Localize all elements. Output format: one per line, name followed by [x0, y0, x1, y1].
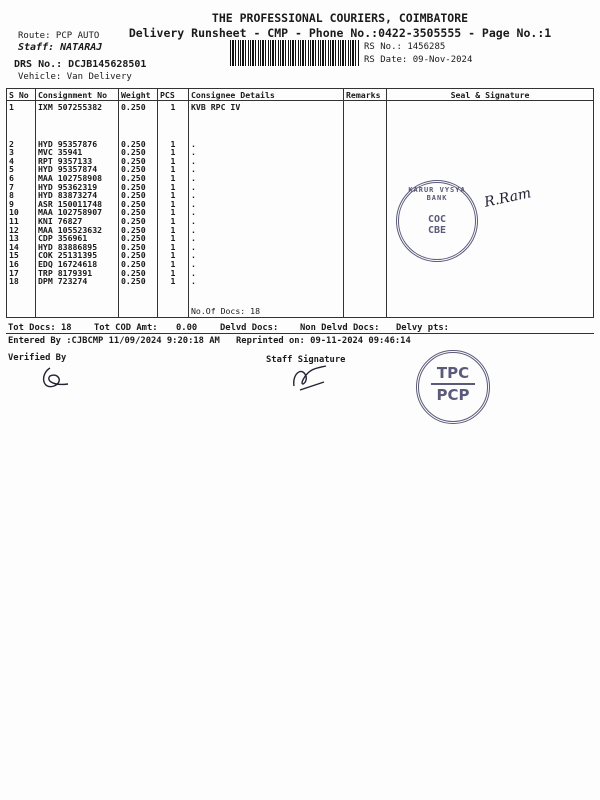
row-details: . [191, 276, 196, 287]
pcs-cell [158, 101, 189, 318]
col-sno: S No [7, 89, 36, 101]
entered-by: Entered By :CJBCMP 11/09/2024 9:20:18 AM [8, 336, 220, 346]
rs-date: RS Date: 09-Nov-2024 [364, 55, 473, 65]
row-cno: IXM 507255382 [38, 102, 103, 112]
row-cno: HYD 83873274 [38, 190, 98, 201]
tot-docs: Tot Docs: 18 [8, 323, 72, 333]
row-wt: 0.250 [121, 250, 146, 261]
row-cno: TRP 8179391 [38, 267, 93, 278]
non-delvd-docs: Non Delvd Docs: [300, 323, 380, 333]
row-cno: ASR 150011748 [38, 198, 103, 209]
delvy-pts: Delvy pts: [396, 323, 449, 333]
row-pcs: 1 [170, 250, 176, 261]
row-sno: 7 [9, 181, 14, 192]
row-cno: RPT 9357133 [38, 155, 93, 166]
row-pcs: 1 [170, 276, 176, 287]
row-details: KVB RPC IV [191, 102, 241, 112]
consignee-cell [189, 101, 344, 318]
row-wt: 0.250 [121, 190, 146, 201]
weight-cell [119, 101, 158, 318]
row-pcs: 1 [170, 233, 176, 244]
row-sno: 2 [9, 138, 14, 149]
row-cno: HYD 95362319 [38, 181, 98, 192]
row-pcs: 1 [170, 190, 176, 201]
row-details: . [191, 138, 196, 149]
row-details: . [191, 233, 196, 244]
row-pcs: 1 [170, 102, 176, 112]
vehicle-label: Vehicle: Van Delivery [18, 72, 132, 82]
bank-stamp-inner-2: CBE [427, 225, 447, 236]
reprinted-on: Reprinted on: 09-11-2024 09:46:14 [236, 336, 411, 346]
row-pcs: 1 [170, 138, 176, 149]
row-wt: 0.250 [121, 147, 146, 158]
row-cno: EDQ 16724618 [38, 258, 98, 269]
row-details: . [191, 267, 196, 278]
row-pcs: 1 [170, 258, 176, 269]
row-sno: 8 [9, 190, 14, 201]
tot-cod-label: Tot COD Amt: [94, 323, 158, 333]
row-wt: 0.250 [121, 102, 146, 112]
row-sno: 9 [9, 198, 14, 209]
row-details: . [191, 207, 196, 218]
bank-stamp-inner-1: COC [427, 214, 447, 225]
consignment-cell [36, 101, 119, 318]
staff-signature-label: Staff Signature [266, 355, 346, 365]
tpc-stamp [416, 350, 490, 424]
row-pcs: 1 [170, 164, 176, 175]
row-pcs: 1 [170, 172, 176, 183]
bank-stamp-ring-text: KARUR VYSYA BANK [408, 186, 466, 202]
row-wt: 0.250 [121, 267, 146, 278]
row-sno: 5 [9, 164, 14, 175]
row-sno: 1 [9, 102, 14, 112]
row-sno: 12 [9, 224, 19, 235]
row-wt: 0.250 [121, 164, 146, 175]
verifier-signature-icon [38, 364, 78, 394]
row-cno: HYD 95357876 [38, 138, 98, 149]
row-details: . [191, 258, 196, 269]
row-sno: 6 [9, 172, 14, 183]
row-cno: DPM 723274 [38, 276, 88, 287]
row-cno: MVC 35941 [38, 147, 83, 158]
verified-by-label: Verified By [8, 353, 67, 363]
row-sno: 13 [9, 233, 19, 244]
delvd-docs: Delvd Docs: [220, 323, 279, 333]
barcode [230, 40, 360, 66]
receiver-signature: R.Ram [482, 185, 533, 211]
bank-stamp [396, 180, 478, 262]
row-sno: 3 [9, 147, 14, 158]
row-pcs: 1 [170, 198, 176, 209]
col-seal: Seal & Signature [387, 89, 594, 101]
row-wt: 0.250 [121, 215, 146, 226]
row-details: . [191, 241, 196, 252]
row-pcs: 1 [170, 207, 176, 218]
row-wt: 0.250 [121, 233, 146, 244]
row-details: . [191, 250, 196, 261]
tot-cod-value: 0.00 [176, 323, 198, 333]
row-sno: 16 [9, 258, 19, 269]
row-wt: 0.250 [121, 155, 146, 166]
staff-label: Staff: NATARAJ [18, 42, 103, 53]
rs-number: RS No.: 1456285 [364, 42, 446, 52]
no-of-docs: No.Of Docs: 18 [191, 306, 261, 316]
table-header-row [7, 89, 594, 101]
row-cno: HYD 95357874 [38, 164, 98, 175]
row-details: . [191, 198, 196, 209]
runsheet-title: Delivery Runsheet - CMP - Phone No.:0422-3505555 - Page No.:1 [128, 26, 552, 40]
row-details: . [191, 224, 196, 235]
tpc-stamp-bottom: PCP [436, 386, 470, 404]
row-cno: COK 25131395 [38, 250, 98, 261]
col-remarks: Remarks [344, 89, 387, 101]
row-sno: 15 [9, 250, 19, 261]
row-wt: 0.250 [121, 138, 146, 149]
row-sno: 14 [9, 241, 19, 252]
row-pcs: 1 [170, 155, 176, 166]
footer-divider [6, 333, 594, 334]
row-pcs: 1 [170, 215, 176, 226]
row-details: . [191, 164, 196, 175]
col-weight: Weight [119, 89, 158, 101]
row-pcs: 1 [170, 241, 176, 252]
row-wt: 0.250 [121, 181, 146, 192]
staff-signature-icon [288, 362, 332, 394]
row-wt: 0.250 [121, 241, 146, 252]
row-cno: HYD 83886895 [38, 241, 98, 252]
row-wt: 0.250 [121, 198, 146, 209]
row-details: . [191, 181, 196, 192]
row-cno: CDP 356961 [38, 233, 88, 244]
row-sno: 10 [9, 207, 19, 218]
sno-cell [7, 101, 36, 318]
row-details: . [191, 155, 196, 166]
row-wt: 0.250 [121, 207, 146, 218]
row-sno: 18 [9, 276, 19, 287]
row-sno: 17 [9, 267, 19, 278]
company-title: THE PROFESSIONAL COURIERS, COIMBATORE [211, 11, 469, 25]
row-cno: KNI 76827 [38, 215, 83, 226]
col-pcs: PCS [158, 89, 189, 101]
row-wt: 0.250 [121, 172, 146, 183]
row-wt: 0.250 [121, 224, 146, 235]
route-label: Route: PCP AUTO [18, 31, 100, 41]
row-wt: 0.250 [121, 258, 146, 269]
col-consignment: Consignment No [36, 89, 119, 101]
tpc-stamp-top: TPC [436, 364, 470, 382]
row-sno: 11 [9, 215, 19, 226]
table-body [7, 101, 594, 318]
drs-number: DRS No.: DCJB145628501 [14, 59, 147, 70]
row-pcs: 1 [170, 147, 176, 158]
row-details: . [191, 172, 196, 183]
row-cno: MAA 105523632 [38, 224, 103, 235]
row-details: . [191, 147, 196, 158]
tpc-stamp-divider [431, 383, 475, 385]
row-pcs: 1 [170, 224, 176, 235]
row-pcs: 1 [170, 267, 176, 278]
row-wt: 0.250 [121, 276, 146, 287]
row-details: . [191, 215, 196, 226]
col-consignee: Consignee Details [189, 89, 344, 101]
row-cno: MAA 102758907 [38, 207, 103, 218]
row-cno: MAA 102758908 [38, 172, 103, 183]
row-pcs: 1 [170, 181, 176, 192]
row-details: . [191, 190, 196, 201]
remarks-cell [344, 101, 387, 318]
row-sno: 4 [9, 155, 14, 166]
